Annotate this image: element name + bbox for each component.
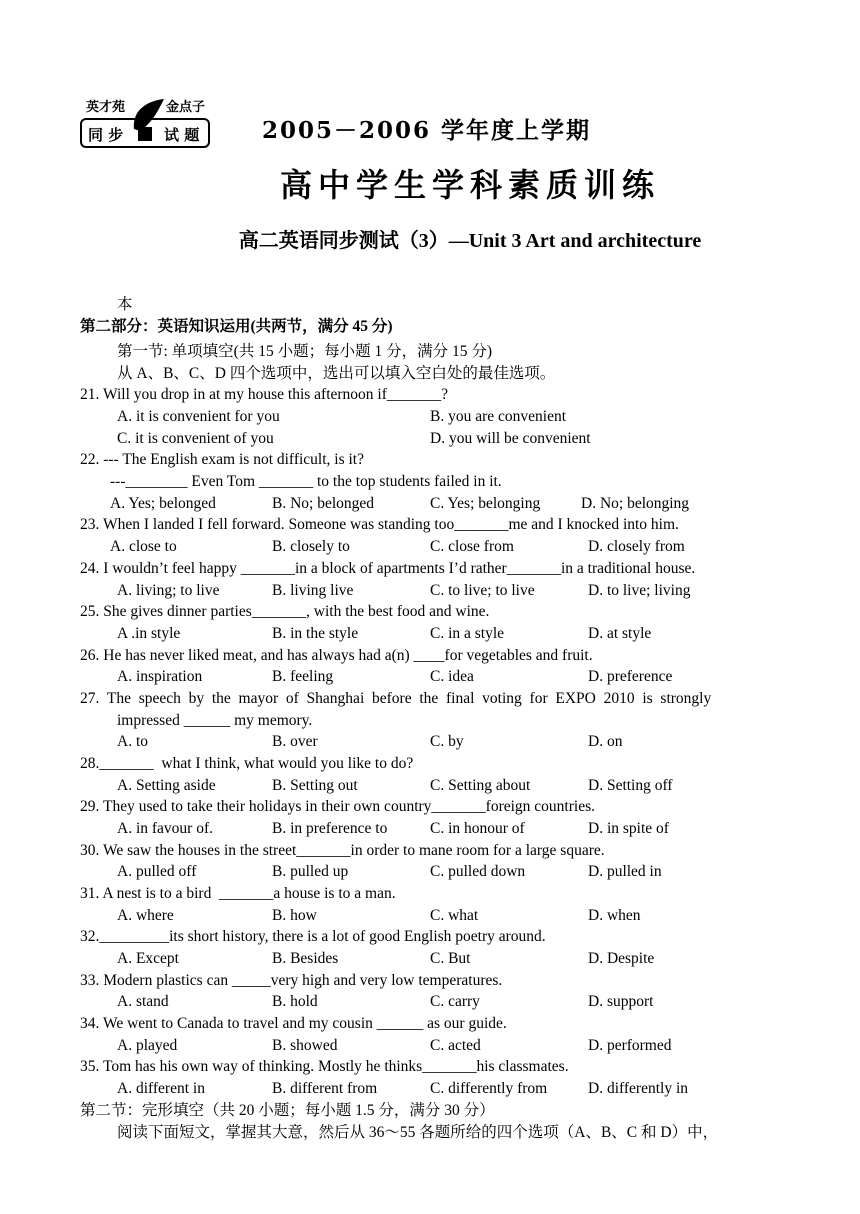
logo-text-bottom-right: 试 题 [164,126,200,144]
option: A. Setting aside [117,777,216,794]
question-stem-cont: ---________ Even Tom _______ to the top students failed in it. [110,473,502,490]
option: B. pulled up [272,863,349,880]
option: D. when [588,907,641,924]
option: A. where [117,907,174,924]
option: B. hold [272,993,318,1010]
question-stem: 21. Will you drop in at my house this afternoon if_______? [80,386,449,403]
option: A. played [117,1037,178,1054]
option: A. different in [117,1080,205,1097]
option: D. on [588,733,623,750]
question-stem: 30. We saw the houses in the street_______in order to mane room for a large square. [80,842,605,859]
option: B. in preference to [272,820,388,837]
option: A. stand [117,993,169,1010]
option: B. Besides [272,950,339,967]
option: D. support [588,993,654,1010]
option: C. in honour of [430,820,525,837]
option: D. performed [588,1037,672,1054]
option: A. to [117,733,148,750]
question-stem: 22. --- The English exam is not difficult, is it? [80,451,364,468]
year-line: 2005－2006 学年度上学期 [262,117,592,144]
section-title: 第一节: 单项填空(共 15 小题；每小题 1 分，满分 15 分) [117,343,493,360]
option: A. in favour of. [117,820,213,837]
option: D. in spite of [588,820,669,837]
logo-text-bottom-left: 同 步 [88,126,124,144]
section-title: 第二节：完形填空（共 20 小题；每小题 1.5 分，满分 30 分） [80,1102,495,1119]
option: A. close to [110,538,177,555]
option: D. Setting off [588,777,673,794]
question-stem-cont: impressed ______ my memory. [117,712,313,729]
option: D. closely from [588,538,685,555]
question-stem: 26. He has never liked meat, and has always had a(n) ____for vegetables and fruit. [80,647,593,664]
question-stem: 27. The speech by the mayor of Shanghai before the final voting for EXPO 2010 is strongly [80,690,712,707]
option: B. showed [272,1037,338,1054]
option: D. preference [588,668,673,685]
option: A. Yes; belonged [110,495,216,512]
option: A. pulled off [117,863,197,880]
section-instructions: 从 A、B、C、D 四个选项中，选出可以填入空白处的最佳选项。 [117,365,556,382]
option: C. pulled down [430,863,526,880]
question-stem: 32._________its short history, there is a lot of good English poetry around. [80,928,546,945]
option: C. in a style [430,625,505,642]
option: D. to live; living [588,582,691,599]
option: B. living live [272,582,354,599]
option: C. Setting about [430,777,531,794]
option: D. Despite [588,950,655,967]
question-stem: 29. They used to take their holidays in their own country_______foreign countries. [80,798,595,815]
option: A .in style [117,625,181,642]
stray-char: 本 [117,296,133,313]
option: A. inspiration [117,668,203,685]
main-title: 高中学生学科素质训练 [279,166,660,204]
option: B. over [272,733,318,750]
question-stem: 25. She gives dinner parties_______, with the best food and wine. [80,603,490,620]
section-instructions: 阅读下面短文，掌握其大意，然后从 36～55 各题所给的四个选项（A、B、C 和 D）中， [117,1124,719,1141]
option: B. you are convenient [430,408,567,425]
option: C. it is convenient of you [117,430,274,447]
option: D. you will be convenient [430,430,591,447]
question-stem: 31. A nest is to a bird _______a house is to a man. [80,885,396,902]
option: C. what [430,907,479,924]
option: B. different from [272,1080,378,1097]
option: C. to live; to live [430,582,535,599]
option: C. But [430,950,471,967]
option: C. acted [430,1037,481,1054]
option: A. living; to live [117,582,220,599]
option: C. idea [430,668,474,685]
option: D. pulled in [588,863,662,880]
option: C. carry [430,993,480,1010]
logo [80,97,212,151]
part-title: 第二部分：英语知识运用(共两节，满分 45 分) [80,318,393,335]
subtitle: 高二英语同步测试（3）—Unit 3 Art and architecture [238,230,702,252]
option: C. differently from [430,1080,548,1097]
option: A. it is convenient for you [117,408,280,425]
logo-text-top-right: 金点子 [166,100,206,115]
question-stem: 28._______ what I think, what would you like to do? [80,755,414,772]
question-stem: 23. When I landed I fell forward. Someone was standing too_______me and I knocked into him. [80,516,679,533]
option: B. in the style [272,625,359,642]
question-stem: 33. Modern plastics can _____very high and very low temperatures. [80,972,503,989]
option: D. differently in [588,1080,689,1097]
option: C. close from [430,538,514,555]
option: B. closely to [272,538,350,555]
option: B. No; belonged [272,495,375,512]
option: D. at style [588,625,652,642]
option: B. how [272,907,317,924]
question-stem: 24. I wouldn’t feel happy _______in a block of apartments I’d rather_______in a traditional house. [80,560,696,577]
question-stem: 34. We went to Canada to travel and my cousin ______ as our guide. [80,1015,507,1032]
option: D. No; belonging [581,495,690,512]
question-stem: 35. Tom has his own way of thinking. Mostly he thinks_______his classmates. [80,1058,569,1075]
option: C. Yes; belonging [430,495,541,512]
option: A. Except [117,950,179,967]
logo-text-top-left: 英才苑 [86,100,126,115]
option: B. feeling [272,668,334,685]
option: C. by [430,733,464,750]
option: B. Setting out [272,777,358,794]
